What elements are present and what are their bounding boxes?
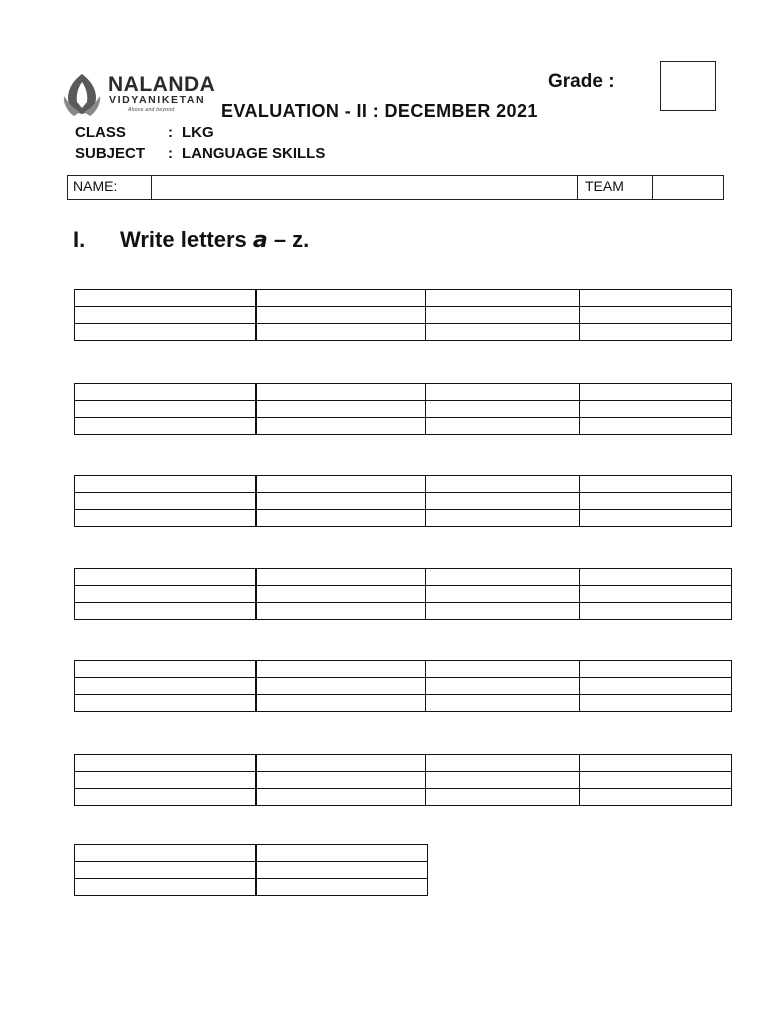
writing-cell[interactable] — [256, 678, 426, 695]
writing-cell[interactable] — [75, 493, 257, 510]
page-title: EVALUATION - II : DECEMBER 2021 — [221, 101, 538, 121]
writing-cell[interactable] — [256, 862, 428, 879]
writing-cell[interactable] — [75, 695, 257, 712]
subject-value: LANGUAGE SKILLS — [182, 145, 326, 162]
writing-cell[interactable] — [75, 661, 257, 678]
writing-cell[interactable] — [426, 678, 580, 695]
name-team-table — [67, 175, 724, 200]
writing-cell[interactable] — [75, 879, 257, 896]
writing-cell[interactable] — [426, 772, 580, 789]
name-label: NAME: — [68, 176, 152, 199]
subject-separator: : — [168, 145, 173, 162]
class-value: LKG — [182, 124, 214, 141]
writing-cell[interactable] — [256, 290, 426, 307]
writing-cell[interactable] — [426, 418, 580, 435]
writing-cell[interactable] — [426, 755, 580, 772]
writing-cell[interactable] — [75, 678, 257, 695]
writing-grid — [74, 289, 732, 341]
writing-cell[interactable] — [75, 401, 257, 418]
writing-grid — [74, 660, 732, 712]
writing-cell[interactable] — [580, 290, 732, 307]
writing-cell[interactable] — [256, 307, 426, 324]
writing-cell[interactable] — [426, 586, 580, 603]
writing-cell[interactable] — [75, 603, 257, 620]
writing-cell[interactable] — [580, 418, 732, 435]
question-text — [120, 227, 309, 253]
writing-cell[interactable] — [580, 678, 732, 695]
writing-grid — [74, 475, 732, 527]
class-label: CLASS — [75, 124, 126, 141]
question-suffix: – z. — [267, 227, 310, 252]
writing-grid-half — [74, 844, 428, 896]
writing-cell[interactable] — [426, 789, 580, 806]
writing-cell[interactable] — [580, 493, 732, 510]
writing-grid — [74, 383, 732, 435]
writing-cell[interactable] — [256, 401, 426, 418]
writing-cell[interactable] — [256, 384, 426, 401]
writing-cell[interactable] — [256, 510, 426, 527]
writing-cell[interactable] — [426, 510, 580, 527]
school-logo — [60, 70, 220, 120]
subject-label: SUBJECT — [75, 145, 146, 162]
logo-name: NALANDA — [108, 73, 216, 96]
writing-grid — [74, 568, 732, 620]
writing-cell[interactable] — [580, 569, 732, 586]
writing-cell[interactable] — [426, 695, 580, 712]
writing-cell[interactable] — [75, 384, 257, 401]
writing-cell[interactable] — [256, 772, 426, 789]
writing-cell[interactable] — [75, 307, 257, 324]
writing-cell[interactable] — [256, 755, 426, 772]
subject-row — [75, 145, 325, 162]
writing-cell[interactable] — [580, 661, 732, 678]
writing-cell[interactable] — [426, 493, 580, 510]
question-number: I. — [73, 227, 86, 252]
writing-cell[interactable] — [75, 569, 257, 586]
writing-cell[interactable] — [75, 772, 257, 789]
writing-cell[interactable] — [580, 510, 732, 527]
writing-cell[interactable] — [256, 845, 428, 862]
writing-cell[interactable] — [75, 845, 257, 862]
writing-cell[interactable] — [256, 789, 426, 806]
lotus-emblem-icon — [60, 72, 104, 118]
writing-cell[interactable] — [256, 418, 426, 435]
question-letter-start: a — [252, 228, 268, 253]
writing-grid — [74, 754, 732, 806]
writing-cell[interactable] — [75, 755, 257, 772]
writing-cell[interactable] — [256, 695, 426, 712]
writing-cell[interactable] — [426, 401, 580, 418]
writing-cell[interactable] — [426, 476, 580, 493]
writing-cell[interactable] — [580, 476, 732, 493]
writing-cell[interactable] — [75, 324, 257, 341]
grade-box[interactable] — [660, 61, 716, 111]
writing-cell[interactable] — [580, 603, 732, 620]
question-prefix: Write letters — [120, 227, 253, 252]
writing-cell[interactable] — [426, 290, 580, 307]
writing-cell[interactable] — [75, 476, 257, 493]
writing-cell[interactable] — [426, 603, 580, 620]
writing-cell[interactable] — [426, 661, 580, 678]
writing-cell[interactable] — [75, 418, 257, 435]
class-separator: : — [168, 124, 173, 141]
writing-cell[interactable] — [426, 384, 580, 401]
writing-cell[interactable] — [256, 879, 428, 896]
writing-cell[interactable] — [256, 586, 426, 603]
name-field[interactable] — [152, 176, 578, 199]
writing-cell[interactable] — [256, 493, 426, 510]
team-label: TEAM — [578, 176, 653, 199]
writing-cell[interactable] — [426, 307, 580, 324]
writing-cell[interactable] — [580, 789, 732, 806]
writing-cell[interactable] — [580, 384, 732, 401]
writing-cell[interactable] — [75, 510, 257, 527]
grade-label: Grade : — [548, 71, 615, 92]
writing-cell[interactable] — [75, 862, 257, 879]
class-row — [75, 124, 214, 141]
writing-cell[interactable] — [580, 772, 732, 789]
writing-cell[interactable] — [256, 603, 426, 620]
writing-cell[interactable] — [580, 324, 732, 341]
writing-cell[interactable] — [580, 695, 732, 712]
writing-cell[interactable] — [75, 290, 257, 307]
logo-tagline: Above and beyond — [128, 107, 175, 113]
writing-cell[interactable] — [580, 307, 732, 324]
writing-cell[interactable] — [580, 755, 732, 772]
writing-cell[interactable] — [256, 661, 426, 678]
writing-cell[interactable] — [426, 569, 580, 586]
team-field[interactable] — [653, 176, 723, 199]
writing-cell[interactable] — [256, 569, 426, 586]
logo-subtitle: VIDYANIKETAN — [109, 94, 206, 106]
writing-cell[interactable] — [580, 586, 732, 603]
writing-cell[interactable] — [426, 324, 580, 341]
writing-cell[interactable] — [580, 401, 732, 418]
writing-cell[interactable] — [75, 586, 257, 603]
writing-cell[interactable] — [256, 324, 426, 341]
writing-cell[interactable] — [256, 476, 426, 493]
writing-cell[interactable] — [75, 789, 257, 806]
